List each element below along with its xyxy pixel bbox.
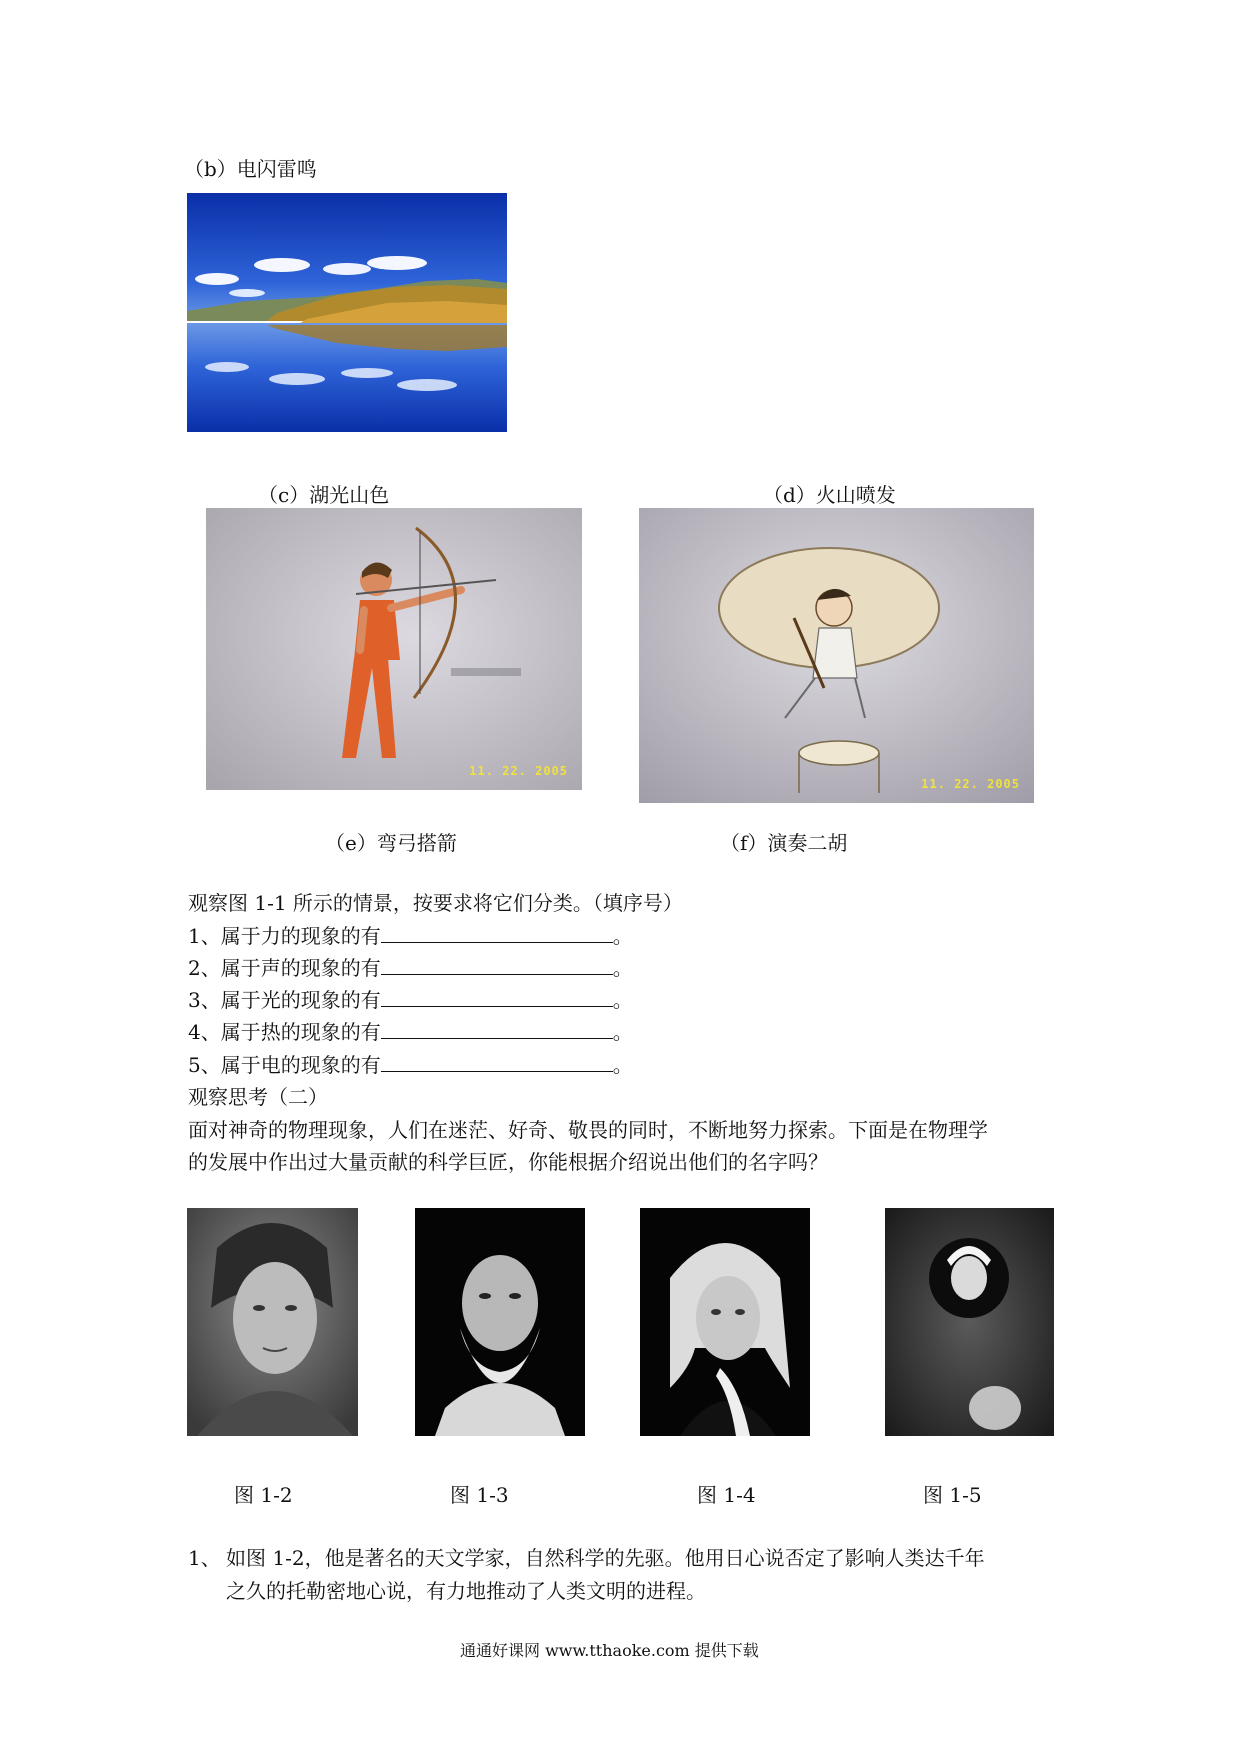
lake-landscape-photo (187, 193, 507, 432)
caption-d: （d）火山喷发 (763, 483, 896, 507)
erhu-player-photo (639, 508, 1034, 803)
figure-caption: 图 1-2 (234, 1483, 293, 1507)
figure-caption: 图 1-3 (450, 1483, 509, 1507)
answer-blank[interactable] (381, 1051, 613, 1072)
answer-blank[interactable] (381, 1018, 613, 1039)
caption-e: （e）弯弓搭箭 (325, 831, 457, 855)
figure-caption: 图 1-4 (697, 1483, 756, 1507)
caption-f: （f）演奏二胡 (720, 831, 848, 855)
paragraph-line: 的发展中作出过大量贡献的科学巨匠，你能根据介绍说出他们的名字吗？ (188, 1150, 828, 1174)
caption-b: （b）电闪雷鸣 (184, 157, 317, 181)
date-stamp: 11. 22. 2005 (921, 777, 1020, 791)
page-footer: 通通好课网 www.tthaoke.com 提供下载 (460, 1641, 759, 1660)
figure-caption: 图 1-5 (923, 1483, 982, 1507)
portrait-photo (885, 1208, 1054, 1436)
question-line: 如图 1-2，他是著名的天文学家，自然科学的先驱。他用日心说否定了影响人类达千年 (226, 1546, 985, 1570)
question-line: 之久的托勒密地心说，有力地推动了人类文明的进程。 (226, 1579, 706, 1603)
portrait-photo (640, 1208, 810, 1436)
answer-blank[interactable] (381, 922, 613, 943)
paragraph-line: 面对神奇的物理现象，人们在迷茫、好奇、敬畏的同时，不断地努力探索。下面是在物理学 (188, 1118, 988, 1142)
answer-blank[interactable] (381, 954, 613, 975)
observe-intro: 观察图 1-1 所示的情景，按要求将它们分类。（填序号） (188, 891, 683, 915)
portrait-photo (415, 1208, 585, 1436)
question-number: 1、 (188, 1546, 221, 1570)
classification-item: 1、属于力的现象的有 。 (188, 924, 633, 948)
caption-c: （c）湖光山色 (258, 483, 390, 507)
section-title: 观察思考（二） (188, 1085, 328, 1109)
portrait-photo (187, 1208, 358, 1436)
classification-item: 5、属于电的现象的有 。 (188, 1053, 633, 1077)
classification-item: 2、属于声的现象的有 。 (188, 956, 633, 980)
answer-blank[interactable] (381, 986, 613, 1007)
classification-item: 4、属于热的现象的有 。 (188, 1020, 633, 1044)
classification-item: 3、属于光的现象的有 。 (188, 988, 633, 1012)
archer-photo (206, 508, 582, 790)
date-stamp: 11. 22. 2005 (469, 764, 568, 778)
